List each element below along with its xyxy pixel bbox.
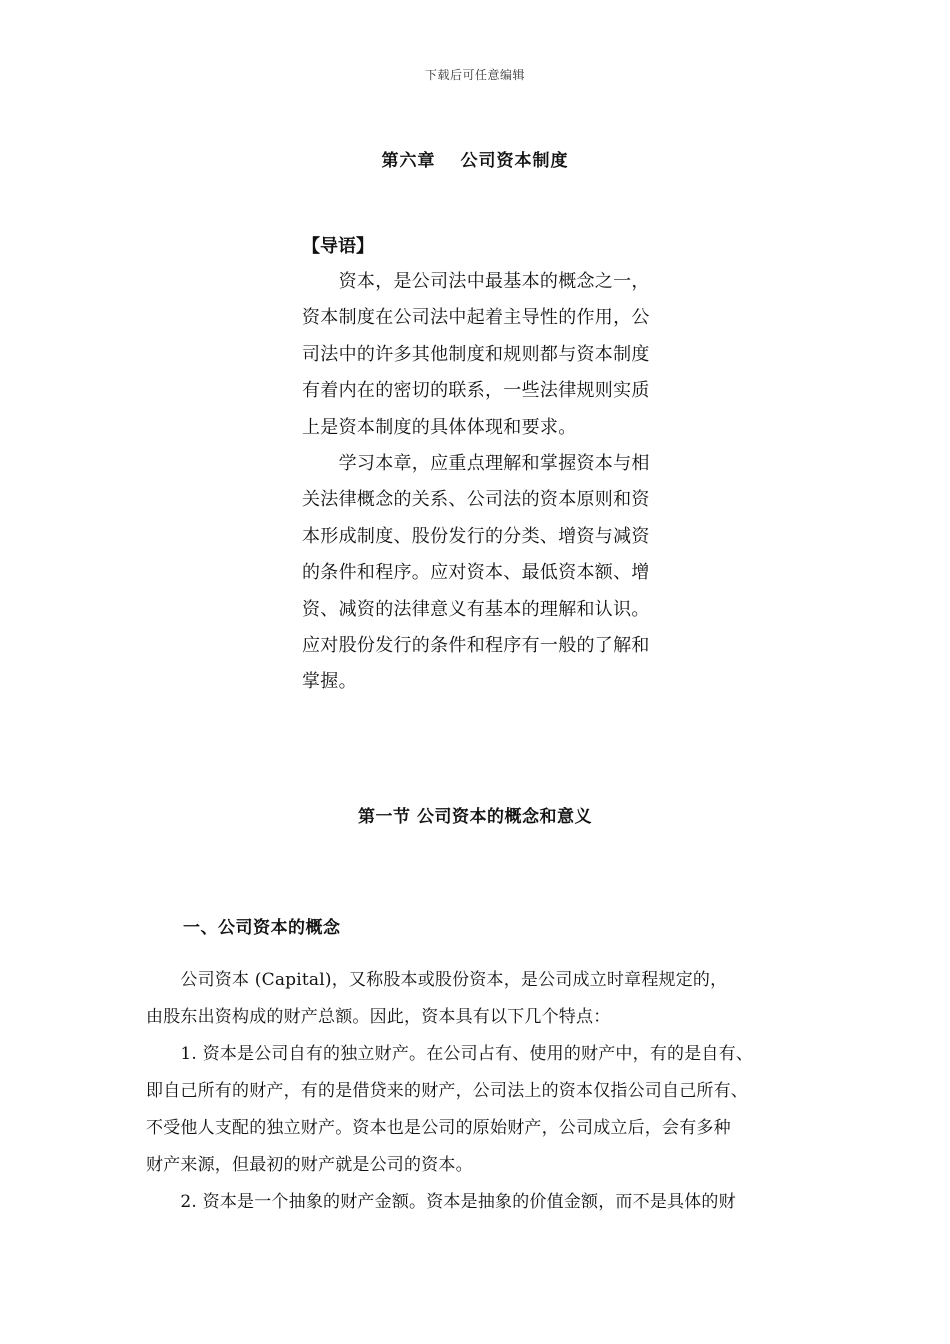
intro-line: 资本制度在公司法中起着主导性的作用，公: [302, 307, 650, 329]
body-line: 由股东出资构成的财产总额。因此，资本具有以下几个特点：: [146, 1007, 611, 1027]
intro-line: 司法中的许多其他制度和规则都与资本制度: [302, 343, 650, 365]
body-line: 不受他人支配的独立财产。资本也是公司的原始财产，公司成立后，会有多种: [146, 1118, 731, 1138]
body-line: 1. 资本是公司自有的独立财产。在公司占有、使用的财产中，有的是自有、: [146, 1044, 754, 1064]
intro-line: 本形成制度、股份发行的分类、增资与减资: [302, 525, 650, 547]
intro-line: 掌握。: [302, 671, 357, 693]
intro-line: 应对股份发行的条件和程序有一般的了解和: [302, 634, 650, 656]
intro-line: 资、减资的法律意义有基本的理解和认识。: [302, 598, 650, 620]
intro-heading: 【导语】: [302, 236, 374, 257]
intro-line: 资本，是公司法中最基本的概念之一，: [302, 271, 650, 292]
intro-paragraphs: [302, 264, 692, 701]
intro-line: 学习本章，应重点理解和掌握资本与相: [302, 452, 650, 474]
chapter-title: 第六章 公司资本制度: [381, 151, 569, 171]
intro-line: 有着内在的密切的联系，一些法律规则实质: [302, 380, 650, 402]
body-paragraphs: [146, 962, 846, 1221]
intro-line: 上是资本制度的具体体现和要求。: [302, 416, 577, 438]
body-line: 财产来源，但最初的财产就是公司的资本。: [146, 1155, 473, 1175]
body-line: 公司资本 (Capital)，又称股本或股份资本，是公司成立时章程规定的，: [146, 970, 728, 990]
intro-line: 的条件和程序。应对资本、最低资本额、增: [302, 562, 650, 584]
section-title: 第一节 公司资本的概念和意义: [358, 807, 592, 827]
sub-heading: 一、公司资本的概念: [183, 918, 341, 938]
intro-line: 关法律概念的关系、公司法的资本原则和资: [302, 489, 650, 511]
header-note: 下载后可任意编辑: [424, 68, 525, 82]
body-line: 2. 资本是一个抽象的财产金额。资本是抽象的价值金额，而不是具体的财: [146, 1192, 736, 1212]
body-line: 即自己所有的财产，有的是借贷来的财产，公司法上的资本仅指公司自己所有、: [146, 1081, 748, 1101]
